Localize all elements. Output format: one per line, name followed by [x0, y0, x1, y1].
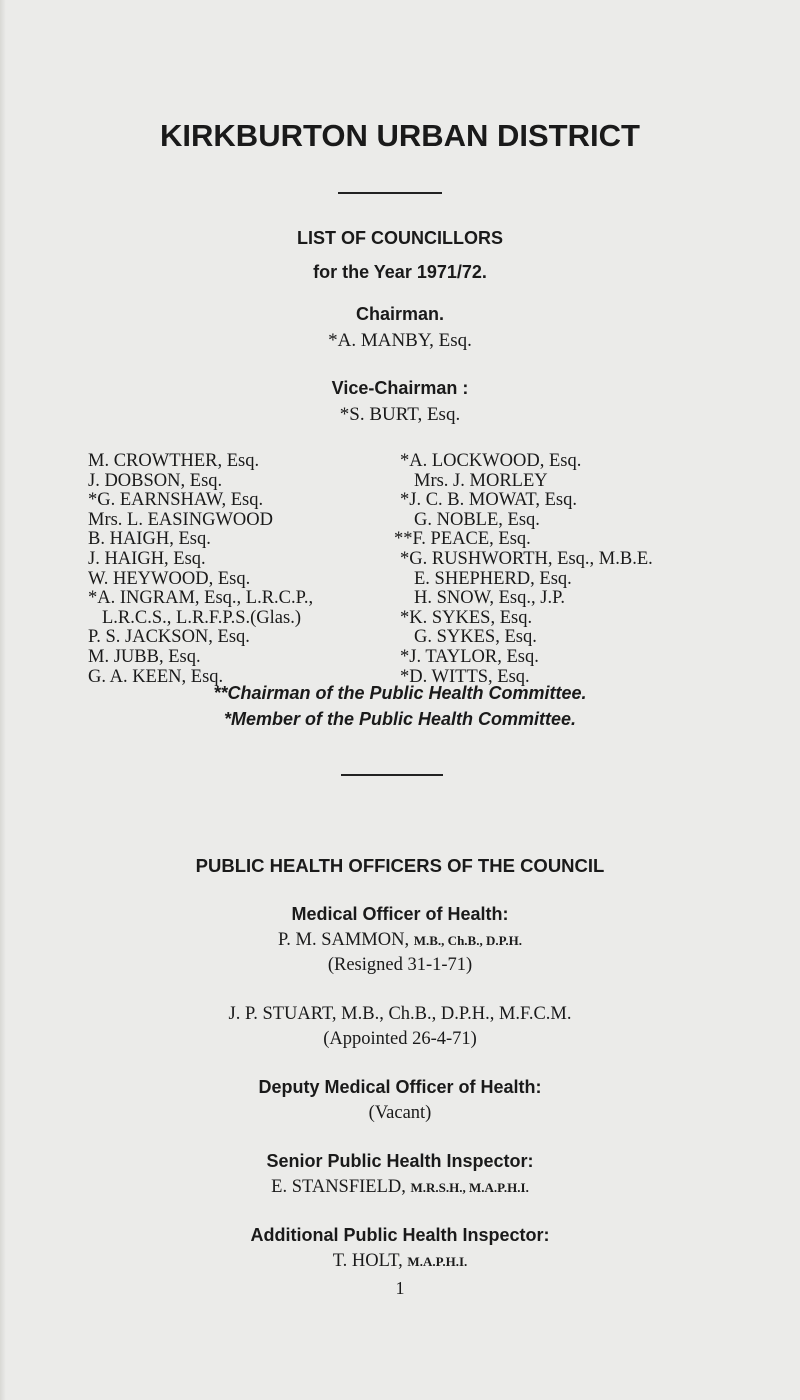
- councillor-entry: M. CROWTHER, Esq.: [88, 451, 260, 471]
- deputy-label: Deputy Medical Officer of Health:: [258, 1077, 542, 1097]
- councillor-entry: E. SHEPHERD, Esq.: [414, 568, 572, 589]
- additional-inspector-name: T. HOLT,: [332, 1251, 403, 1271]
- councillor-entry: *A. INGRAM, Esq., L.R.C.P.,: [88, 588, 314, 609]
- councillor-entry: Mrs. J. MORLEY: [414, 470, 548, 491]
- moh1-qualifications: M.B., Ch.B., D.P.H.: [413, 933, 522, 948]
- additional-inspector-label: Additional Public Health Inspector:: [250, 1225, 550, 1245]
- additional-inspector-line: [0, 1251, 800, 1272]
- councillor-entry: *G. RUSHWORTH, Esq., M.B.E.: [400, 548, 653, 569]
- senior-inspector-name: E. STANSFIELD,: [271, 1177, 406, 1197]
- councillor-entry: *K. SYKES, Esq.: [400, 607, 533, 628]
- councillor-entry: *J. TAYLOR, Esq.: [400, 646, 539, 667]
- councillor-entry: Mrs. L. EASINGWOOD: [88, 509, 273, 530]
- councillor-entry: M. JUBB, Esq.: [88, 646, 201, 667]
- vice-chairman-label: Vice-Chairman :: [331, 378, 469, 398]
- councillors-year: for the Year 1971/72.: [313, 262, 487, 282]
- councillor-entry: *G. EARNSHAW, Esq.: [88, 490, 264, 511]
- councillor-entry: B. HAIGH, Esq.: [88, 529, 211, 550]
- chairman-label: Chairman.: [355, 304, 445, 324]
- vice-chairman-name: *S. BURT, Esq.: [339, 404, 461, 425]
- document-title: KIRKBURTON URBAN DISTRICT: [160, 118, 640, 153]
- senior-inspector-line: [0, 1177, 800, 1198]
- councillor-entry: *A. LOCKWOOD, Esq.: [400, 451, 582, 471]
- senior-inspector-qualifications: M.R.S.H., M.A.P.H.I.: [410, 1180, 529, 1195]
- councillors-left-column: [88, 452, 313, 687]
- divider-top: [338, 192, 442, 194]
- councillor-entry: **F. PEACE, Esq.: [394, 529, 531, 550]
- note-chairman: **Chairman of the Public Health Committee.: [213, 683, 587, 703]
- senior-inspector-label: Senior Public Health Inspector:: [266, 1151, 534, 1171]
- chairman-name: *A. MANBY, Esq.: [328, 330, 472, 351]
- councillor-entry: J. HAIGH, Esq.: [88, 548, 206, 569]
- councillor-entry: W. HEYWOOD, Esq.: [88, 568, 251, 589]
- moh1-name: P. M. SAMMON,: [278, 930, 410, 950]
- councillor-entry: G. NOBLE, Esq.: [414, 509, 540, 530]
- councillors-heading: LIST OF COUNCILLORS: [297, 228, 503, 248]
- officers-heading: PUBLIC HEALTH OFFICERS OF THE COUNCIL: [195, 855, 605, 876]
- moh2-status: (Appointed 26-4-71): [323, 1029, 477, 1049]
- councillors-right-column: [394, 451, 653, 687]
- additional-inspector-qualifications: M.A.P.H.I.: [407, 1254, 468, 1269]
- councillor-entry: L.R.C.S., L.R.F.P.S.(Glas.): [102, 607, 301, 628]
- councillor-entry: G. A. KEEN, Esq.: [88, 666, 224, 687]
- deputy-status: (Vacant): [368, 1103, 432, 1123]
- moh1-status: (Resigned 31-1-71): [327, 955, 473, 975]
- page-number: 1: [395, 1278, 405, 1298]
- councillor-entry: H. SNOW, Esq., J.P.: [414, 588, 565, 609]
- moh2-name: J. P. STUART, M.B., Ch.B., D.P.H., M.F.C.M.: [228, 1004, 572, 1024]
- divider-middle: [341, 774, 443, 776]
- councillor-entry: *D. WITTS, Esq.: [400, 666, 530, 687]
- councillor-entry: J. DOBSON, Esq.: [88, 470, 223, 491]
- moh-label: Medical Officer of Health:: [291, 904, 509, 924]
- moh1-line: [0, 930, 800, 951]
- councillor-entry: P. S. JACKSON, Esq.: [88, 627, 250, 648]
- councillor-entry: G. SYKES, Esq.: [414, 627, 537, 648]
- note-member: *Member of the Public Health Committee.: [223, 709, 577, 729]
- councillor-entry: *J. C. B. MOWAT, Esq.: [400, 490, 577, 511]
